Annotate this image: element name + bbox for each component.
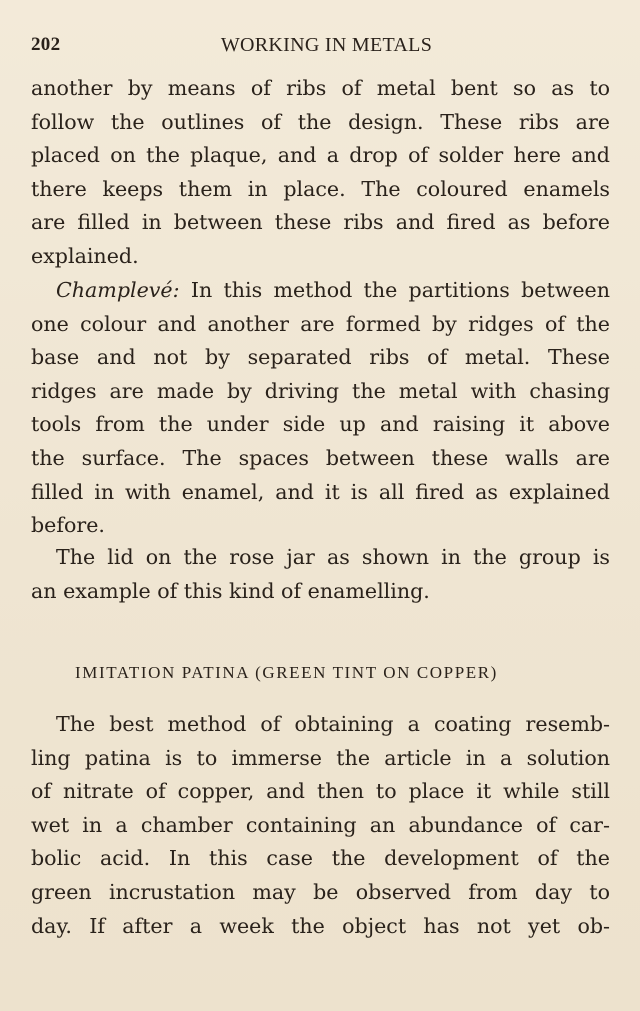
text-line: filled in with enamel, and it is all fired as explained	[31, 479, 610, 504]
text-line: follow the outlines of the design. These ribs are	[31, 109, 610, 134]
text-line: are filled in between these ribs and fired as before	[31, 210, 610, 235]
text-line: an example of this kind of enamelling.	[31, 578, 430, 603]
running-title: WORKING IN METALS	[220, 34, 433, 56]
text-line: the surface. The spaces between these walls are	[31, 445, 610, 470]
text-line: The best method of obtaining a coating resemb-	[56, 712, 610, 736]
text-line: of nitrate of copper, and then to place it while still	[31, 779, 610, 804]
paragraph-champleve	[31, 274, 610, 543]
paragraph-cloisonne-continued	[31, 72, 610, 274]
paragraph-rose-jar	[31, 541, 610, 608]
text-line: one colour and another are formed by ridges of the	[31, 311, 610, 336]
text-line: before.	[31, 513, 105, 538]
text-line: bolic acid. In this case the development of the	[31, 846, 610, 871]
page-header	[31, 34, 610, 60]
text-line: tools from the under side up and raising it above	[31, 412, 610, 437]
text-line: ling patina is to immerse the article in a solution	[31, 745, 610, 770]
text-line: another by means of ribs of metal bent so as to	[31, 76, 610, 100]
text-line: day. If after a week the object has not yet ob-	[31, 913, 610, 938]
text-line: The lid on the rose jar as shown in the group is	[56, 545, 610, 569]
text-line: there keeps them in place. The coloured enamels	[31, 176, 610, 201]
text-line: green incrustation may be observed from day to	[31, 879, 610, 904]
text-line: ridges are made by driving the metal with chasing	[31, 378, 610, 403]
text-line-rest: In this method the partitions between	[179, 278, 610, 302]
text-line	[31, 274, 610, 308]
page-number: 202	[31, 34, 61, 55]
text-line: base and not by separated ribs of metal. These	[31, 345, 610, 370]
text-line: wet in a chamber containing an abundance of car-	[31, 812, 610, 837]
paragraph-patina	[31, 708, 610, 943]
text-line: explained.	[31, 243, 139, 268]
term-champleve: Champlevé:	[56, 278, 180, 302]
text-line: placed on the plaque, and a drop of solder here and	[31, 143, 610, 168]
section-heading: IMITATION PATINA (GREEN TINT ON COPPER)	[75, 663, 498, 682]
